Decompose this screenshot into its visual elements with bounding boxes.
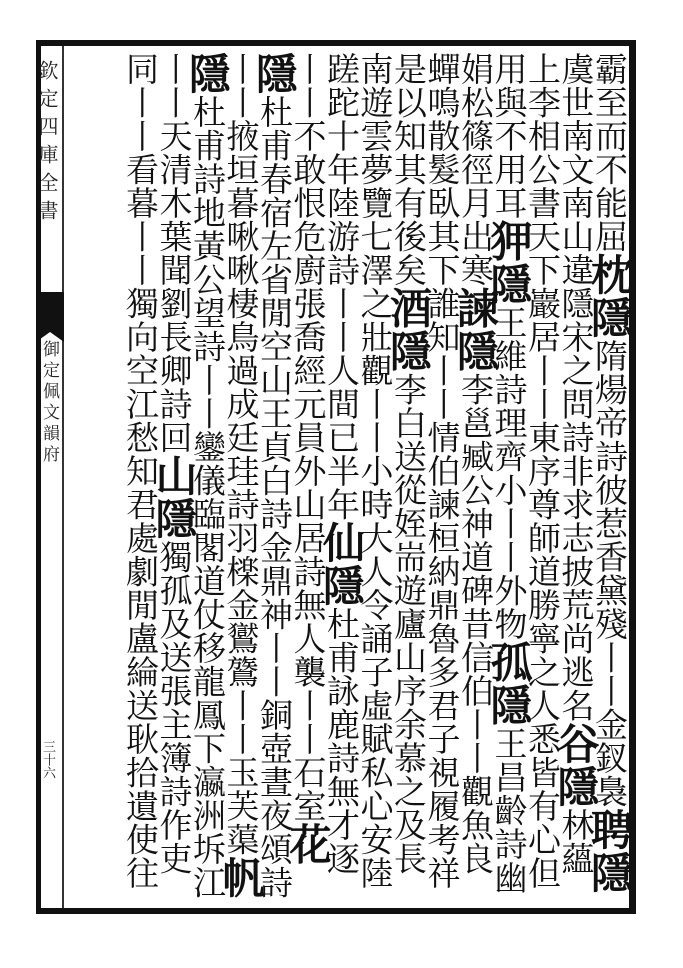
text-segment: 啾啾棲鳥過成廷珪詩羽檪金鸑鷟丨丨玉芙蕖 (221, 219, 261, 856)
text-segment: 杜甫詩地 (188, 95, 227, 229)
text-segment: 李邕臧公神道碑昔信伯丨丨 (456, 372, 495, 775)
text-segment: 獨孤及送張主簿詩作吏同丨丨 (121, 52, 194, 875)
text-segment: 王維詩理齊小丨丨 (489, 305, 529, 574)
folio-number: 三十六 (40, 740, 55, 779)
text-segment: 宋之問詩 (556, 320, 596, 454)
text-segment: 隋煬帝詩彼惹香黛殘丨丨金釵裊 (590, 339, 629, 808)
fish-tail-mark (36, 292, 64, 332)
text-segment: 虞世南文南山違隱 (556, 52, 596, 320)
headword-entry: 谷隱 (551, 722, 601, 808)
gutter-collection-title: 欽定四庫全書 (35, 60, 59, 228)
text-segment: 王昌齡詩幽娟松篠徑月出寒 (456, 52, 529, 894)
text-segment: 之人悉皆有心但用與不用耳 (489, 52, 562, 890)
text-segment: 伯諫桓納鼎魯多君子 (422, 454, 462, 756)
text-segment: 蟬鳴散髮臥其下誰知丨丨情 (422, 52, 462, 454)
headword-entry: 孤隱 (484, 640, 534, 727)
headword-entry: 酒隱 (384, 286, 433, 373)
text-segment: 天清木葉聞劉長卿詩回 (154, 119, 194, 454)
text-segment: 慕之及長南遊雲夢覽七澤之壯觀丨丨 (355, 52, 428, 875)
frame-right-border (629, 40, 636, 914)
gutter-book-title: 御定佩文韻府 (39, 340, 59, 466)
text-segment: 詩丨丨掖垣暮 (221, 52, 294, 899)
text-segment: 小時大人令誦子虛賦私心 (355, 454, 395, 823)
text-segment: 安陸蹉跎十年陸游詩丨丨人間已半年 (322, 52, 395, 890)
headword-entry: 山隱 (149, 454, 199, 540)
text-segment: 坼江丨丨 (154, 52, 227, 899)
text-segment: 外物 (489, 573, 529, 641)
headword-entry: 狎隱 (484, 219, 534, 306)
text-segment: 非求志披荒尚逃名 (556, 454, 596, 722)
text-segment: 視履考祥是以知其有後矣 (389, 52, 462, 890)
text-segment: 觀魚良 (456, 774, 495, 875)
headword-entry: 諫隱 (451, 286, 500, 373)
text-segment: 知君處劇閒盧綸送耿拾遺使往 (121, 454, 160, 890)
text-segment: 霸至而不能屈 (590, 52, 629, 253)
headword-entry: 帆隱 (183, 52, 266, 899)
headword-entry: 花隱 (250, 52, 333, 866)
text-segment: 廚張喬經元員外山居詩無人襲丨丨石室 (288, 253, 328, 823)
text-segment: 黃公望詩丨丨鑾儀臨閣道仗移龍鳳下瀛洲 (188, 229, 227, 832)
gutter-rule (62, 46, 64, 908)
frame-top-border (36, 40, 636, 46)
text-segment: 杜甫詠鹿詩無才 (322, 607, 361, 842)
frame-bottom-border (36, 908, 636, 914)
headword-entry: 枕隱 (585, 253, 634, 339)
text-segment: 李白送從姪耑遊廬山序余 (389, 372, 428, 741)
main-text-body (66, 52, 634, 904)
headword-entry: 聘隱 (585, 808, 634, 894)
headword-entry: 仙隱 (317, 521, 366, 607)
text-segment: 閒空山王貞白詩金鼎神丨丨銅壺晝夜頌 (255, 296, 294, 866)
text-segment: 道勝寧 (523, 554, 562, 655)
text-segment: 林蘊上李相公書天下巖居丨丨東序尊師 (523, 52, 596, 875)
text-segment: 杜甫春宿左省 (255, 95, 294, 296)
text-segment: 看暮丨丨獨向空江愁 (121, 152, 160, 454)
text-segment: 逐丨丨不敢恨危 (288, 52, 361, 875)
